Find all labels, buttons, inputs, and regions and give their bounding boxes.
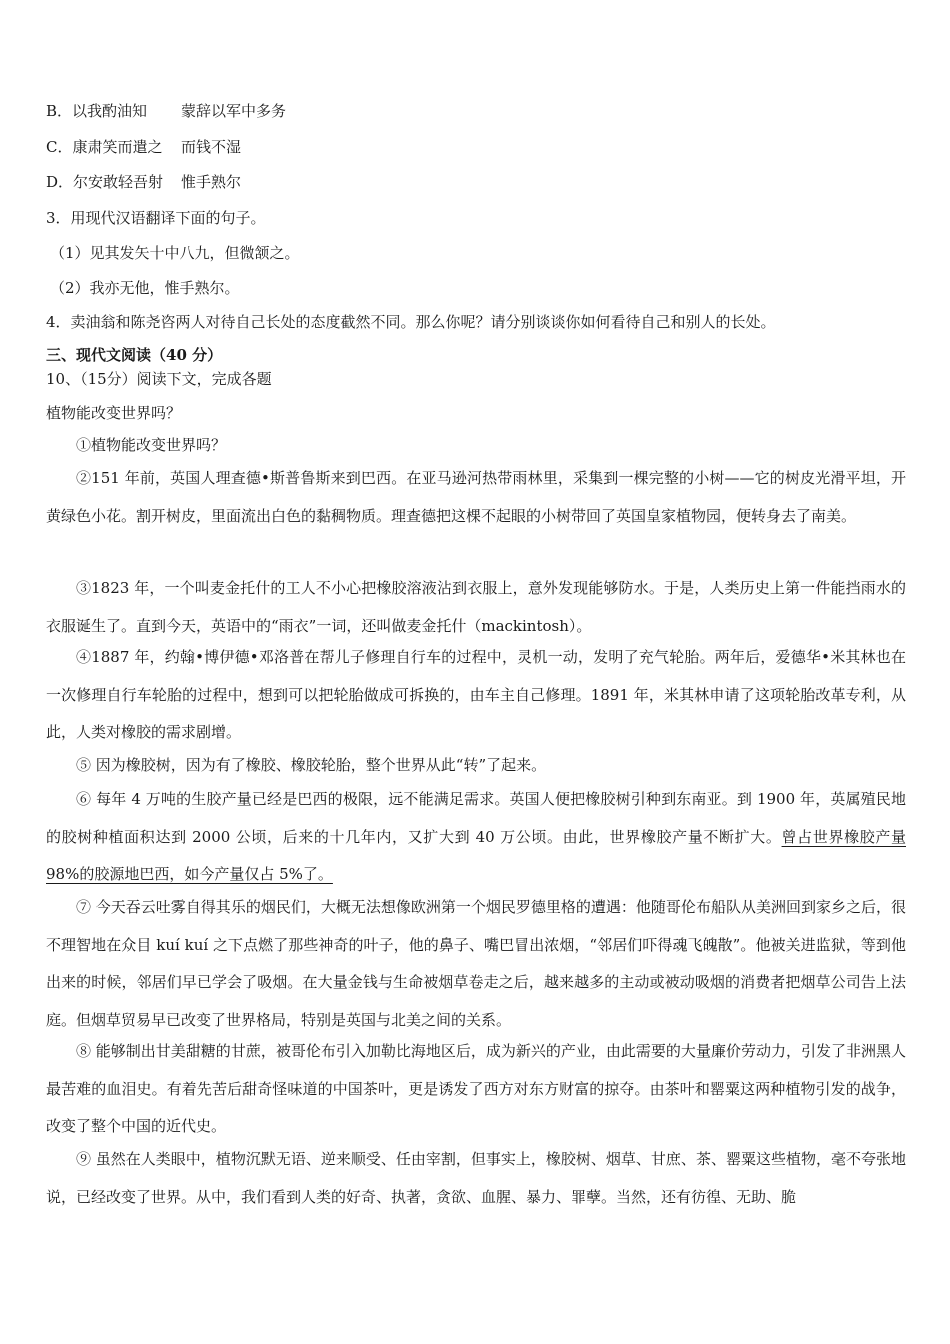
option-text-a: 以我酌油知 bbox=[72, 102, 148, 120]
question-4: 4．卖油翁和陈尧咨两人对待自己长处的态度截然不同。那么你呢？请分别谈谈你如何看待自己和别人的长处。 bbox=[46, 313, 776, 331]
paragraph-1: ①植物能改变世界吗？ bbox=[76, 436, 227, 454]
paragraph-4: ④1887 年，约翰•博伊德•邓洛普在帮儿子修理自行车的过程中，灵机一动，发明了充气轮胎。两年后，爱德华•米其林也在一次修理自行车轮胎的过程中，想到可以把轮胎做成可拆换的，由车主自己修理。1891 年，米其林申请了这项轮胎改革专利，从此，人类对橡胶的需求剧增。 bbox=[46, 648, 906, 741]
option-letter: B． bbox=[46, 102, 73, 120]
option-text-b: 惟手熟尔 bbox=[181, 173, 242, 191]
paragraph-9: ⑨ 虽然在人类眼中，植物沉默无语、逆来顺受、任由宰割，但事实上，橡胶树、烟草、甘庶、茶、罂粟这些植物，毫不夸张地说，已经改变了世界。从中，我们看到人类的好奇、执著，贪欲、血腥、暴力、罪孽。当然，还有彷徨、无助、脆 bbox=[46, 1150, 906, 1206]
option-d bbox=[46, 172, 241, 192]
option-b bbox=[46, 101, 286, 121]
paragraph-2: ②151 年前，英国人理查德•斯普鲁斯来到巴西。在亚马逊河热带雨林里，采集到一棵完整的小树——它的树皮光滑平坦，开黄绿色小花。割开树皮，里面流出白色的黏稠物质。理查德把这棵不起眼的小树带回了英国皇家植物园，便转身去了南美。 bbox=[46, 469, 906, 525]
paragraph-3: ③1823 年，一个叫麦金托什的工人不小心把橡胶溶液沾到衣服上，意外发现能够防水。于是，人类历史上第一件能挡雨水的衣服诞生了。直到今天，英语中的“雨衣”一词，还叫做麦金托什（mackintosh）。 bbox=[46, 579, 906, 635]
question-10-heading: 10、（15分）阅读下文，完成各题 bbox=[46, 370, 272, 388]
option-text-a: 尔安敢轻吾射 bbox=[73, 173, 164, 191]
question-3-sentence-2: （2）我亦无他，惟手熟尔。 bbox=[50, 279, 240, 297]
question-3-sentence-1: （1）见其发矢十中八九，但微颔之。 bbox=[50, 244, 300, 262]
option-text-b: 而钱不湿 bbox=[181, 138, 242, 156]
option-text-a: 康肃笑而遣之 bbox=[72, 138, 163, 156]
paragraph-7: ⑦ 今天吞云吐雾自得其乐的烟民们，大概无法想像欧洲第一个烟民罗德里格的遭遇：他随哥伦布船队从美洲回到家乡之后，很不理智地在众目 kuí kuí 之下点燃了那些神奇的叶子，他的鼻子、嘴巴冒出浓烟，“邻居们吓得魂飞魄散”。他被关进监狱，等到他出来的时候，邻居们早已学会了吸烟。在大量金钱与生命被烟草卷走之后，越来越多的主动或被动吸烟的消费者把烟草公司告上法庭。但烟草贸易早已改变了世界格局，特别是英国与北美之间的关系。 bbox=[46, 898, 906, 1029]
option-letter: C． bbox=[46, 138, 73, 156]
article-title: 植物能改变世界吗？ bbox=[46, 404, 182, 422]
paragraph-8: ⑧ 能够制出甘美甜糖的甘蔗，被哥伦布引入加勒比海地区后，成为新兴的产业，由此需要的大量廉价劳动力，引发了非洲黑人最苦难的血泪史。有着先苦后甜奇怪味道的中国茶叶，更是诱发了西方对东方财富的掠夺。由茶叶和罂粟这两种植物引发的战争，改变了整个中国的近代史。 bbox=[46, 1042, 906, 1135]
question-3-prompt: 3．用现代汉语翻译下面的句子。 bbox=[46, 209, 266, 227]
paragraph-5: ⑤ 因为橡胶树，因为有了橡胶、橡胶轮胎，整个世界从此“转”了起来。 bbox=[76, 756, 547, 774]
option-text-b: 蒙辞以军中多务 bbox=[181, 102, 287, 120]
option-letter: D． bbox=[46, 173, 74, 191]
option-c bbox=[46, 137, 241, 157]
underlined-sentence: 曾占世界橡胶产量 98%的胶源地巴西，如今产量仅占 5%了。 bbox=[46, 827, 906, 883]
paragraph-6 bbox=[46, 781, 906, 894]
paragraph-6-text: ⑥ 每年 4 万吨的生胶产量已经是巴西的极限，远不能满足需求。英国人便把橡胶树引种到东南亚。到 1900 年，英属殖民地的胶树种植面积达到 2000 公顷，后来的十几年内，又扩大到 40 万公顷。由此，世界橡胶产量不断扩大。 bbox=[46, 790, 906, 846]
section-heading: 三、现代文阅读（40 分） bbox=[46, 346, 223, 364]
